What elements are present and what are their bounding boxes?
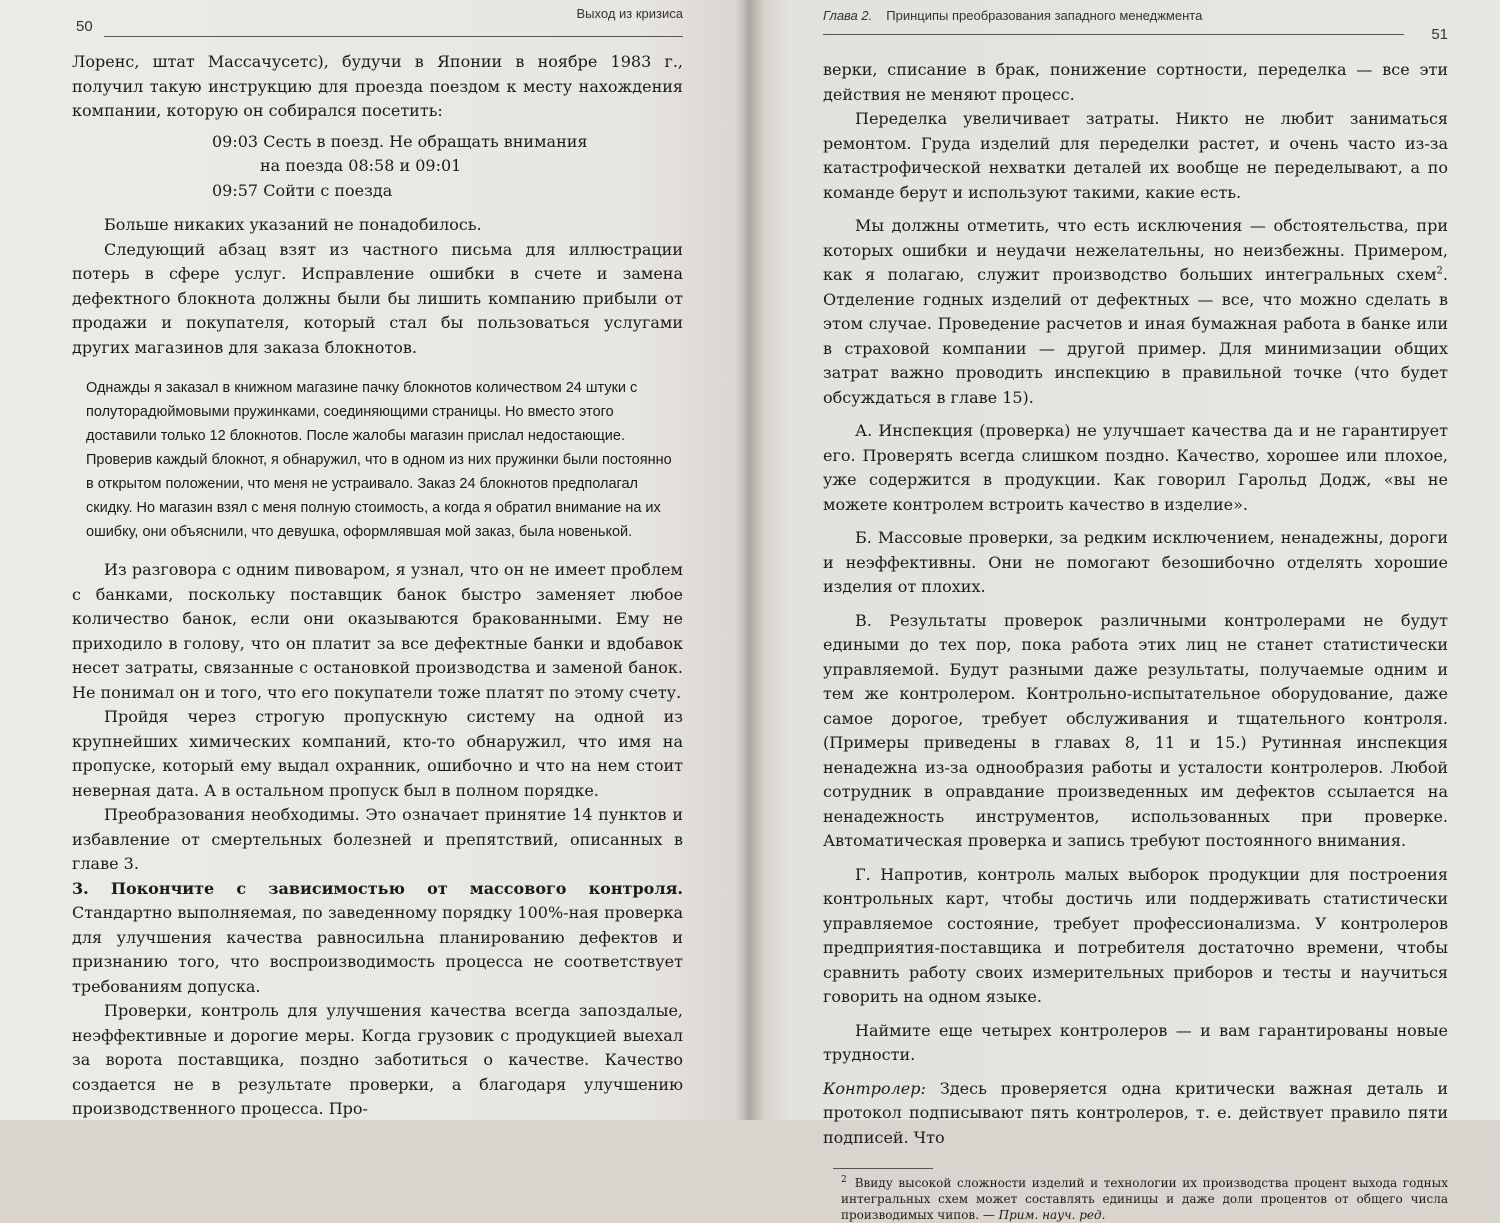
- paragraph-text: Мы должны отметить, что есть исключения — обстоятельства, при которых ошибки и неудачи нежелательны, но неизбежны. Примером, как я полагаю, служит производство больших интегральных схем: [823, 216, 1448, 284]
- right-page: [745, 0, 1500, 1222]
- letter-quote: [86, 376, 683, 544]
- point-a: А. Инспекция (проверка) не улучшает качества да и не гарантирует его. Проверять всегда слишком поздно. Качество, хорошее или плохое, уже содержится в продукции. Как говорил Гарольд Додж, «вы не можете контролем встроить качество в изделие».: [823, 421, 1448, 514]
- paragraph: Преобразования необходимы. Это означает принятие 14 пунктов и избавление от смертельных болезней и препятствий, описанных в главе 3.: [72, 805, 683, 873]
- paragraph-text: Здесь проверяется одна критически важная деталь и протокол подписывают пять контролеров, т. е. действует правило пяти подписей. Что: [823, 1078, 1448, 1147]
- paragraph: Из разговора с одним пивоваром, я узнал, что он не имеет проблем с банками, поскольку поставщик банок быстро заменяет любое количество банок, если они оказываются бракованными. Ему не приходило в голову, что он платит за все дефектные банки и вдобавок несет затраты, связанные с остановкой производства и заменой банок. Не понимал он и того, что его покупатели тоже платят по этому счету.: [72, 560, 683, 702]
- right-running-title: [823, 8, 1202, 23]
- right-page-body: [823, 58, 1448, 1223]
- role-label: Контролер:: [823, 1078, 926, 1098]
- paragraph: Больше никаких указаний не понадобилось.: [104, 215, 482, 234]
- chapter-label: Глава 2.: [823, 8, 873, 23]
- paragraph: Наймите еще четырех контролеров — и вам гарантированы новые трудности.: [823, 1020, 1448, 1064]
- section-heading: 3. Покончите с зависимостью от массового контроля.: [72, 878, 683, 898]
- right-running-header: [823, 0, 1448, 58]
- quote-text: Однажды я заказал в книжном магазине пачку блокнотов количеством 24 штуки с полуторадюймовыми пружинками, соединяющими страницы. Но вместо этого доставили только 12 блокнотов. После жалобы магазин прислал недостающие. Проверив каждый блокнот, я обнаружил, что в одном из них пружинки были постоянно в открытом положении, что меня не устраивало. Заказ 24 блокнотов предполагал скидку. Но магазин взял с меня полную стоимость, а когда я обратил внимание на их ошибку, они объяснили, что девушка, оформлявшая мой заказ, была новенькой.: [86, 380, 672, 540]
- point-v: В. Результаты проверок различными контролерами не будут едиными до тех пор, пока работа этих лиц не станет статистически управляемой. Будут разными даже результаты, получаемые одним и тем же контролером. Контрольно-испытательное оборудование, даже самое дорогое, требует обслуживания и тщательного контроля. (Примеры приведены в главах 8, 11 и 15.) Рутинная инспекция ненадежна из-за однообразия работы и усталости контролеров. Любой сотрудник в оправдание произведенных им дефектов ссылается на ненадежность инструментов, использованных при проверке. Автоматическая проверка и запись требуют постоянного внимания.: [823, 610, 1448, 850]
- right-page-number: 51: [1431, 26, 1448, 43]
- paragraph: [823, 1077, 1448, 1151]
- left-page: [0, 0, 745, 1120]
- footnote-source: Прим. науч. ред.: [998, 1208, 1106, 1222]
- section-text: Стандартно выполняемая, по заведенному порядку 100%-ная проверка для улучшения качества равносильна планированию дефектов и признанию того, что воспроизводимость процесса не соответствует требованиям допуска.: [72, 903, 683, 996]
- point-b: Б. Массовые проверки, за редким исключением, ненадежны, дороги и неэффективны. Они не помогают безошибочно отделять хорошие изделия от плохих.: [823, 528, 1448, 596]
- footnote: [823, 1175, 1448, 1223]
- paragraph: Лоренс, штат Массачусетс), будучи в Японии в ноябре 1983 г., получил такую инструкцию для проезда поездом к месту нахождения компании, которую он собирался посетить:: [72, 52, 683, 120]
- left-page-number: 50: [76, 18, 93, 35]
- chapter-title: Принципы преобразования западного менеджмента: [886, 8, 1203, 23]
- footnote-rule: [833, 1168, 933, 1169]
- section-paragraph: [72, 877, 683, 1000]
- point-g: Г. Напротив, контроль малых выборок продукции для построения контрольных карт, чтобы достичь или поддерживать статистически управляемое состояние, требует профессионализма. У контролеров предприятия-поставщика и потребителя достаточно времени, чтобы сравнить работу своих измерительных приборов и тесты и научиться говорить на одном языке.: [823, 864, 1448, 1006]
- train-schedule: [212, 130, 683, 204]
- left-running-title: Выход из кризиса: [576, 6, 683, 21]
- left-running-header: [50, 6, 683, 50]
- schedule-line: на поезда 08:58 и 09:01: [260, 156, 462, 175]
- footnote-mark: 2: [841, 1175, 847, 1185]
- left-page-body: [50, 50, 683, 1122]
- header-rule: [823, 34, 1404, 35]
- paragraph: Следующий абзац взят из частного письма для иллюстрации потерь в сфере услуг. Исправление ошибки в счете и замена дефектного блокнота должны были бы лишить компанию прибыли от продажи и покупателя, который стал бы пользоваться услугами других магазинов для заказа блокнотов.: [72, 239, 683, 357]
- paragraph: [823, 214, 1448, 410]
- paragraph: Пройдя через строгую пропускную систему на одной из крупнейших химических компаний, кто-то обнаружил, что имя на пропуске, который ему выдал охранник, ошибочно и что на нем стоит неверная дата. А в остальном пропуск был в полном порядке.: [72, 707, 683, 800]
- paragraph: верки, списание в брак, понижение сортности, переделка — все эти действия не меняют процесс.: [823, 60, 1448, 104]
- paragraph: Переделка увеличивает затраты. Никто не любит заниматься ремонтом. Груда изделий для переделки растет, и очень часто из-за катастрофической нехватки деталей их вообще не переделывают, а по команде берут и используют такими, какие есть.: [823, 109, 1448, 202]
- schedule-line: 09:57 Сойти с поезда: [212, 180, 393, 200]
- paragraph: Проверки, контроль для улучшения качества всегда запоздалые, неэффективные и дорогие меры. Когда грузовик с продукцией выехал за ворота поставщика, поздно заботиться о качестве. Качество создается не в результате проверки, а благодаря улучшению производственного процесса. Про-: [72, 1001, 683, 1118]
- schedule-line: 09:03 Сесть в поезд. Не обращать внимания: [212, 131, 588, 151]
- footnote-ref: 2: [1436, 265, 1443, 277]
- footnote-text: Ввиду высокой сложности изделий и технологии их производства процент выхода годных интегральных схем может составлять единицы и даже доли процентов от общего числа производимых чипов. —: [841, 1176, 1448, 1222]
- header-rule: [104, 36, 683, 37]
- paragraph-text: . Отделение годных изделий от дефектных — все, что можно сделать в этом случае. Проведение расчетов и иная бумажная работа в банке или в страховой компании — другой пример. Для минимизации общих затрат важно проводить инспекцию в правильной точке (что будет обсуждаться в главе 15).: [823, 265, 1448, 407]
